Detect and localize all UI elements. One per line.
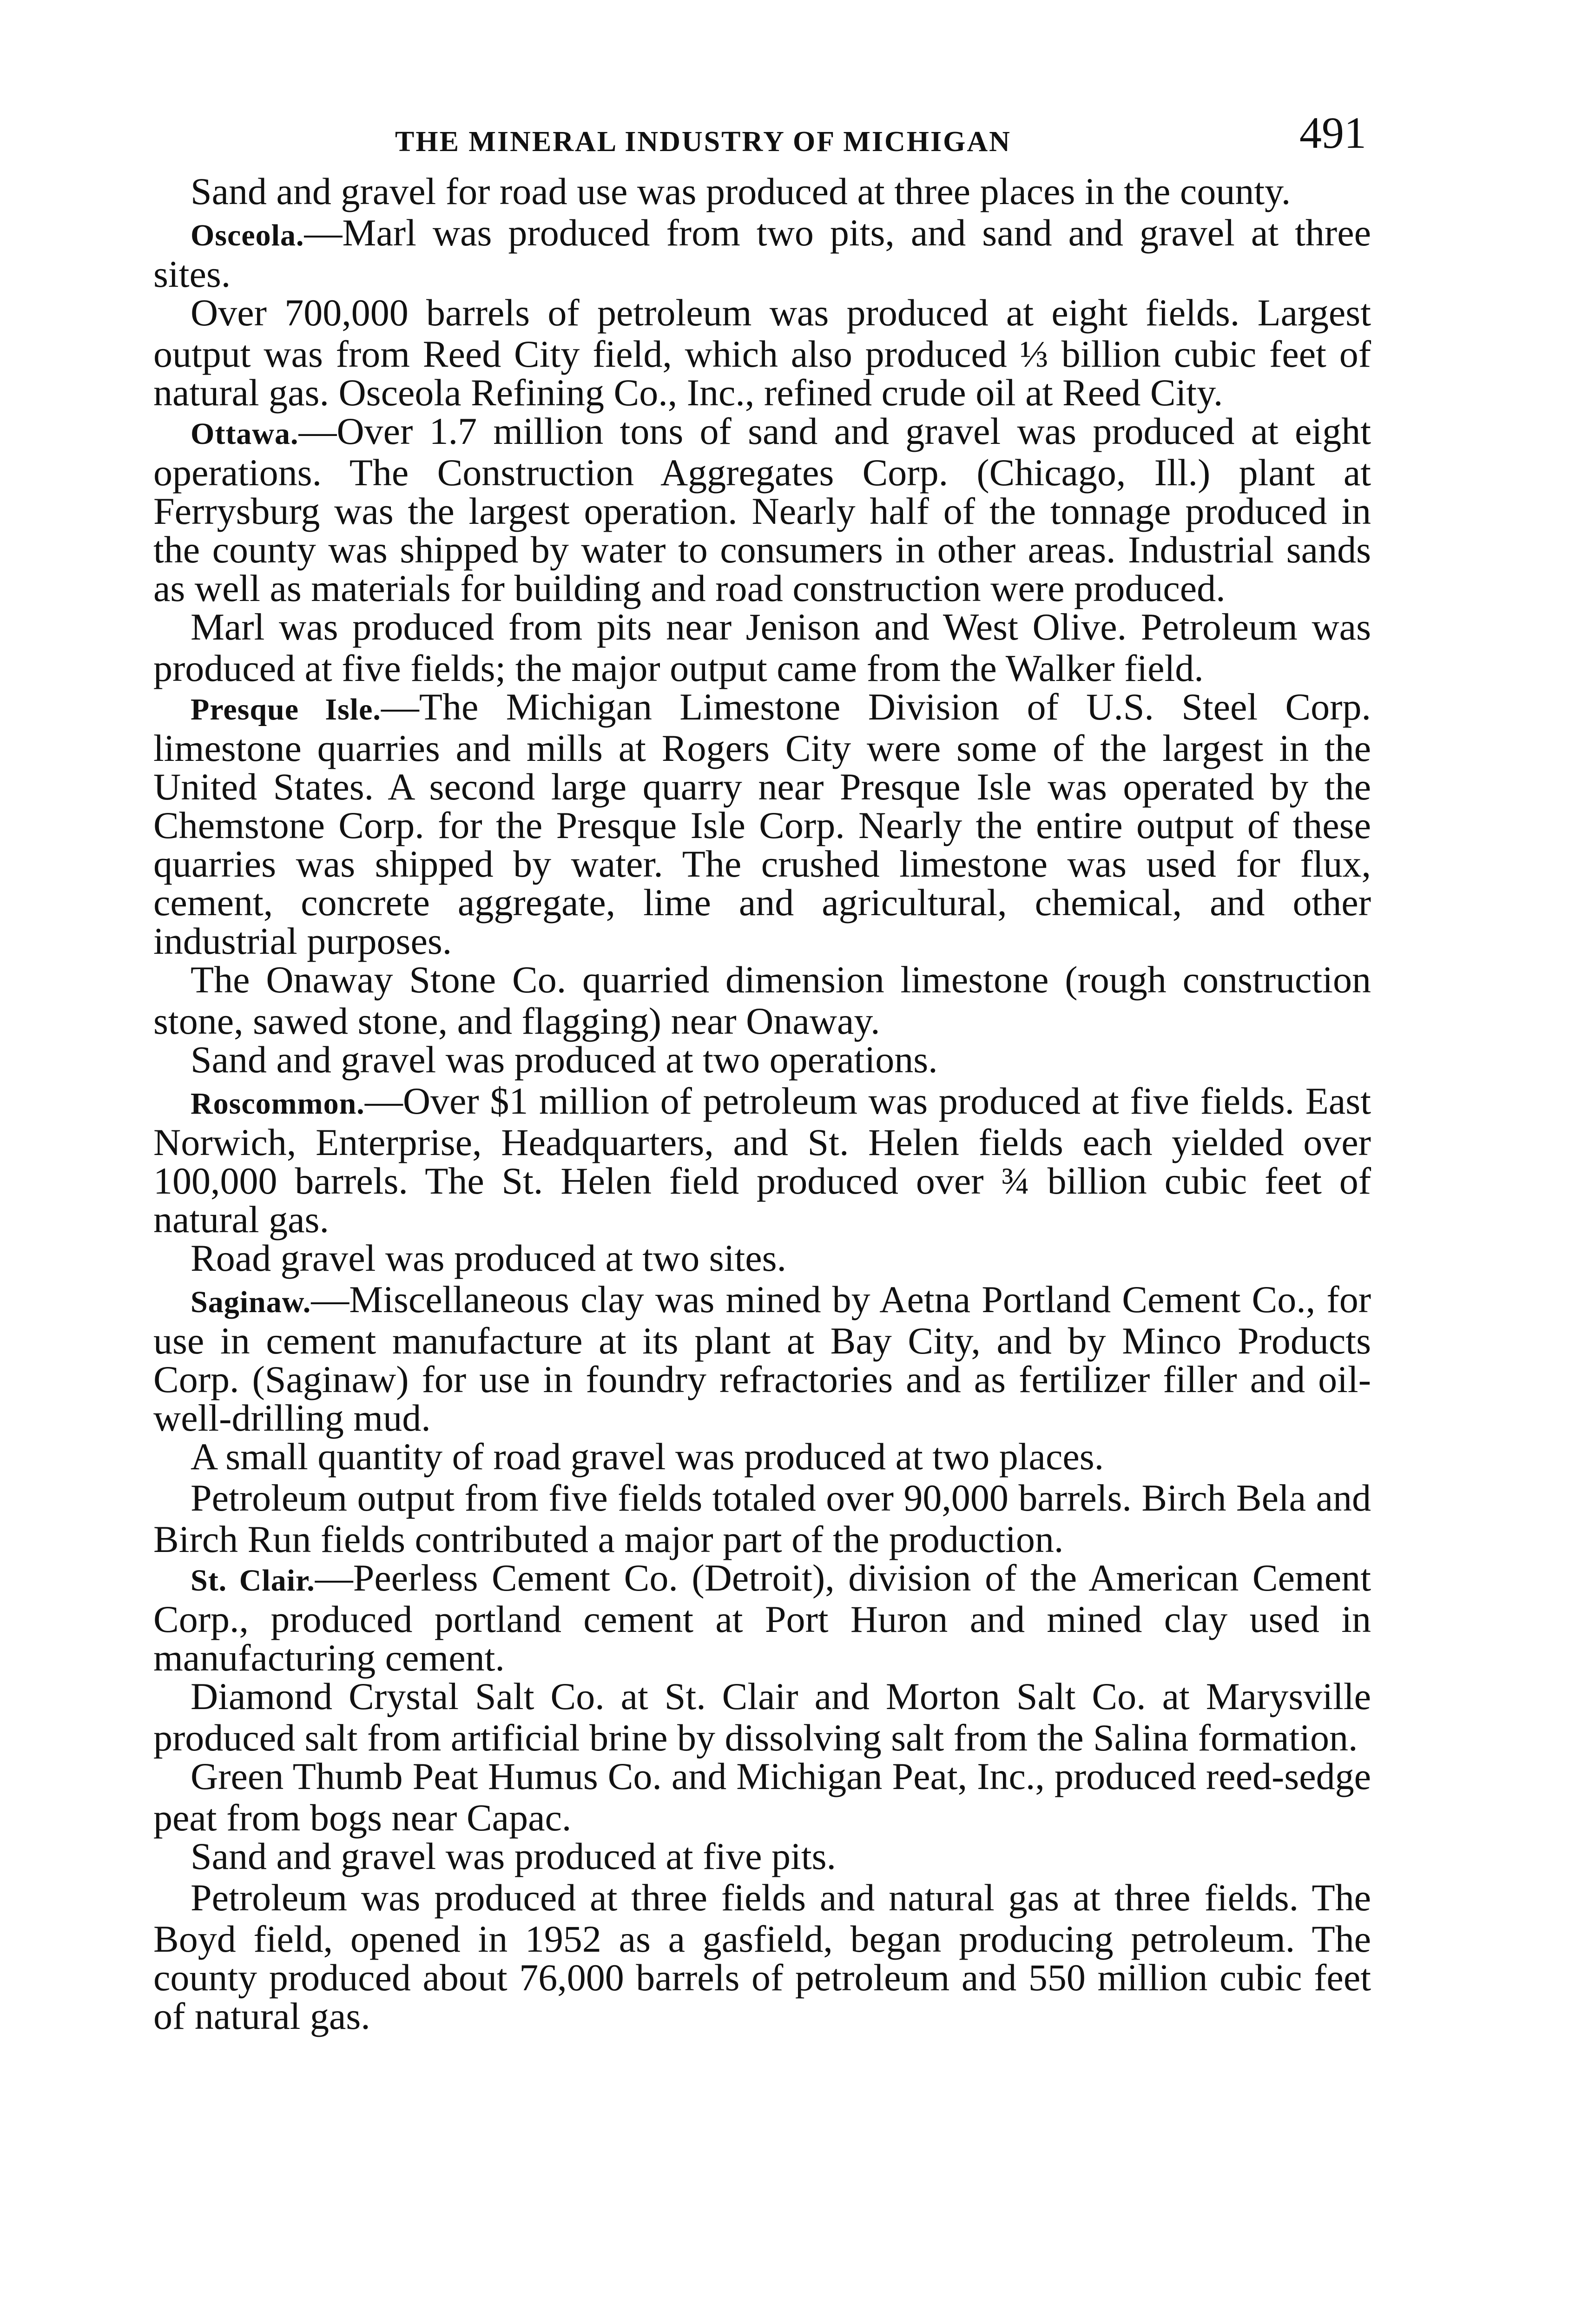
running-title: THE MINERAL INDUSTRY OF MICHIGAN [395, 126, 1011, 158]
county-heading: Ottawa. [191, 417, 299, 451]
paragraph-text: Sand and gravel for road use was produced at three places in the county. [191, 170, 1291, 212]
paragraph-text: Sand and gravel was produced at five pits. [191, 1835, 837, 1877]
paragraph-text: Sand and gravel was produced at two operations. [191, 1038, 938, 1081]
paragraph [153, 412, 1371, 607]
paragraph [153, 1437, 1371, 1479]
page-number: 491 [1299, 108, 1366, 158]
county-heading: Presque Isle. [191, 693, 381, 726]
paragraph [153, 213, 1371, 293]
paragraph-text: —Over $1 million of petroleum was produced at five fields. East Norwich, Enterprise, Headquarters, and St. Helen fields each yielded over 100,000 barrels. The St. Helen field produced over ¾ billion cubic feet of natural gas. [153, 1080, 1371, 1241]
paragraph [153, 1040, 1371, 1082]
paragraph [153, 607, 1371, 687]
paragraph-text: —Marl was produced from two pits, and sand and gravel at three sites. [153, 211, 1371, 295]
paragraph-text: Petroleum was produced at three fields and natural gas at three fields. The Boyd field, opened in 1952 as a gasfield, began producing petroleum. The county produced about 76,000 barrels of petroleum and 550 million cubic feet of natural gas. [153, 1876, 1371, 2037]
paragraph-text: Petroleum output from five fields totaled over 90,000 barrels. Birch Bela and Birch Run fields contributed a major part of the production. [153, 1477, 1371, 1560]
paragraph-text: —Over 1.7 million tons of sand and gravel was produced at eight operations. The Construction Aggregates Corp. (Chicago, Ill.) plant at Ferrysburg was the largest operation. Nearly half of the tonnage produced in the county was shipped by water to consumers in other areas. Industrial sands as well as materials for building and road construction were produced. [153, 410, 1371, 609]
paragraph [153, 172, 1371, 213]
county-heading: Saginaw. [191, 1285, 311, 1319]
paragraph-text: Diamond Crystal Salt Co. at St. Clair and Morton Salt Co. at Marysville produced salt from artificial brine by dissolving salt from the Salina formation. [153, 1675, 1371, 1759]
paragraph [153, 687, 1371, 960]
paragraph-text: Green Thumb Peat Humus Co. and Michigan Peat, Inc., produced reed-sedge peat from bogs near Capac. [153, 1755, 1371, 1839]
county-heading: Osceola. [191, 218, 304, 252]
body-text [153, 172, 1371, 2035]
paragraph [153, 1280, 1371, 1437]
paragraph [153, 960, 1371, 1040]
paragraph-text: The Onaway Stone Co. quarried dimension limestone (rough construction stone, sawed stone, and flagging) near Onaway. [153, 958, 1371, 1042]
paragraph-text: Marl was produced from pits near Jenison and West Olive. Petroleum was produced at five fields; the major output came from the Walker field. [153, 606, 1371, 689]
document-page [153, 107, 1371, 2035]
page-header [153, 107, 1371, 172]
paragraph-text: —Peerless Cement Co. (Detroit), division of the American Cement Corp., produced portland cement at Port Huron and mined clay used in manufacturing cement. [153, 1557, 1371, 1679]
paragraph [153, 1082, 1371, 1239]
paragraph [153, 1878, 1371, 2035]
paragraph-text: —Miscellaneous clay was mined by Aetna Portland Cement Co., for use in cement manufacture at its plant at Bay City, and by Minco Products Corp. (Saginaw) for use in foundry refractories and as fertilizer filler and oil-well-drilling mud. [153, 1278, 1371, 1439]
paragraph [153, 1757, 1371, 1837]
paragraph-text: Over 700,000 barrels of petroleum was produced at eight fields. Largest output was from Reed City field, which also produced ⅓ billion cubic feet of natural gas. Osceola Refining Co., Inc., refined crude oil at Reed City. [153, 291, 1371, 414]
paragraph [153, 1837, 1371, 1878]
paragraph [153, 293, 1371, 412]
paragraph-text: —The Michigan Limestone Division of U.S. Steel Corp. limestone quarries and mills at Rogers City were some of the largest in the United States. A second large quarry near Presque Isle was operated by the Chemstone Corp. for the Presque Isle Corp. Nearly the entire output of these quarries was shipped by water. The crushed limestone was used for flux, cement, concrete aggregate, lime and agricultural, chemical, and other industrial purposes. [153, 686, 1371, 962]
paragraph-text: Road gravel was produced at two sites. [191, 1237, 787, 1279]
paragraph [153, 1677, 1371, 1757]
county-heading: St. Clair. [191, 1564, 315, 1598]
paragraph [153, 1558, 1371, 1677]
paragraph [153, 1239, 1371, 1280]
paragraph [153, 1479, 1371, 1558]
county-heading: Roscommon. [191, 1087, 365, 1121]
paragraph-text: A small quantity of road gravel was produced at two places. [191, 1435, 1104, 1478]
